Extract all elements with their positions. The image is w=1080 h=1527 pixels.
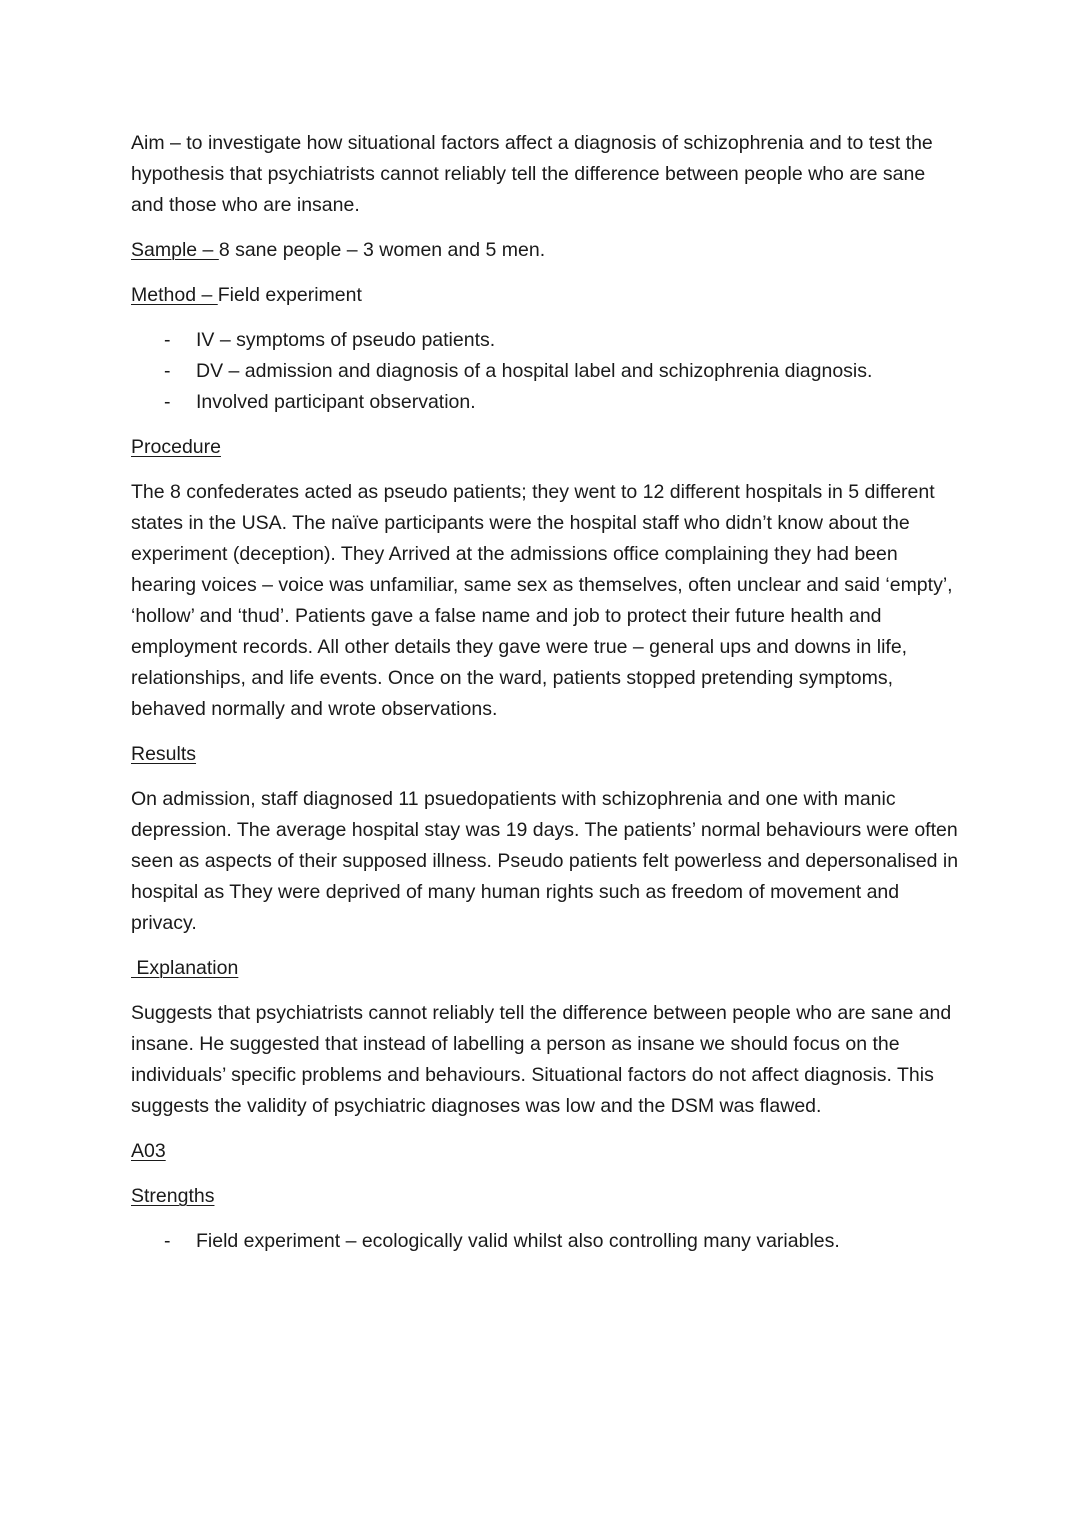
list-item: - Involved participant observation. — [196, 387, 961, 418]
explanation-paragraph: Suggests that psychiatrists cannot reliably tell the difference between people who are sane and insane. He suggested that instead of labelling a person as insane we should focus on the individuals’ specific problems and behaviours. Situational factors do not affect diagnosis. This suggests the validity of psychiatric diagnoses was low and the DSM was flawed. — [131, 1002, 952, 1117]
results-heading — [131, 739, 961, 770]
method-line — [131, 280, 961, 311]
sample-label: Sample – — [131, 239, 219, 261]
results-heading-text: Results — [131, 743, 197, 765]
sample-text: 8 sane people – 3 women and 5 men. — [218, 239, 546, 261]
explanation-heading-text: Explanation — [131, 957, 239, 979]
list-item: - Field experiment – ecologically valid whilst also controlling many variables. — [196, 1226, 961, 1257]
explanation-heading — [131, 953, 961, 984]
procedure-paragraph: The 8 confederates acted as pseudo patients; they went to 12 different hospitals in 5 different states in the USA. The naïve participants were the hospital staff who didn’t know about the experiment (deception). They Arrived at the admissions office complaining they had been hearing voices – voice was unfamiliar, same sex as themselves, often unclear and said ‘empty’, ‘hollow’ and ‘thud’. Patients gave a false name and job to protect their future health and employment records. All other details they gave were true – general ups and downs in life, relationships, and life events. Once on the ward, patients stopped pretending symptoms, behaved normally and wrote observations. — [131, 481, 953, 720]
strengths-heading — [131, 1181, 961, 1212]
results-paragraph: On admission, staff diagnosed 11 psuedopatients with schizophrenia and one with manic depression. The average hospital stay was 19 days. The patients’ normal behaviours were often seen as aspects of their supposed illness. Pseudo patients felt powerless and depersonalised in hospital as They were deprived of many human rights such as freedom of movement and privacy. — [131, 788, 959, 934]
strengths-list — [131, 1226, 961, 1257]
method-text: Field experiment — [217, 284, 362, 306]
list-item: - IV – symptoms of pseudo patients. — [196, 325, 961, 356]
method-list — [131, 325, 961, 418]
method-label: Method – — [131, 284, 218, 306]
sample-line — [131, 235, 961, 266]
strengths-heading-text: Strengths — [131, 1185, 215, 1207]
ao3-heading — [131, 1136, 961, 1167]
aim-paragraph: Aim – to investigate how situational factors affect a diagnosis of schizophrenia and to test the hypothesis that psychiatrists cannot reliably tell the difference between people who are sane and those who are insane. — [131, 132, 933, 216]
document-page — [131, 128, 961, 1271]
procedure-heading — [131, 432, 961, 463]
ao3-heading-text: A03 — [131, 1140, 166, 1162]
procedure-heading-text: Procedure — [131, 436, 221, 458]
list-item: - DV – admission and diagnosis of a hospital label and schizophrenia diagnosis. — [196, 356, 961, 387]
